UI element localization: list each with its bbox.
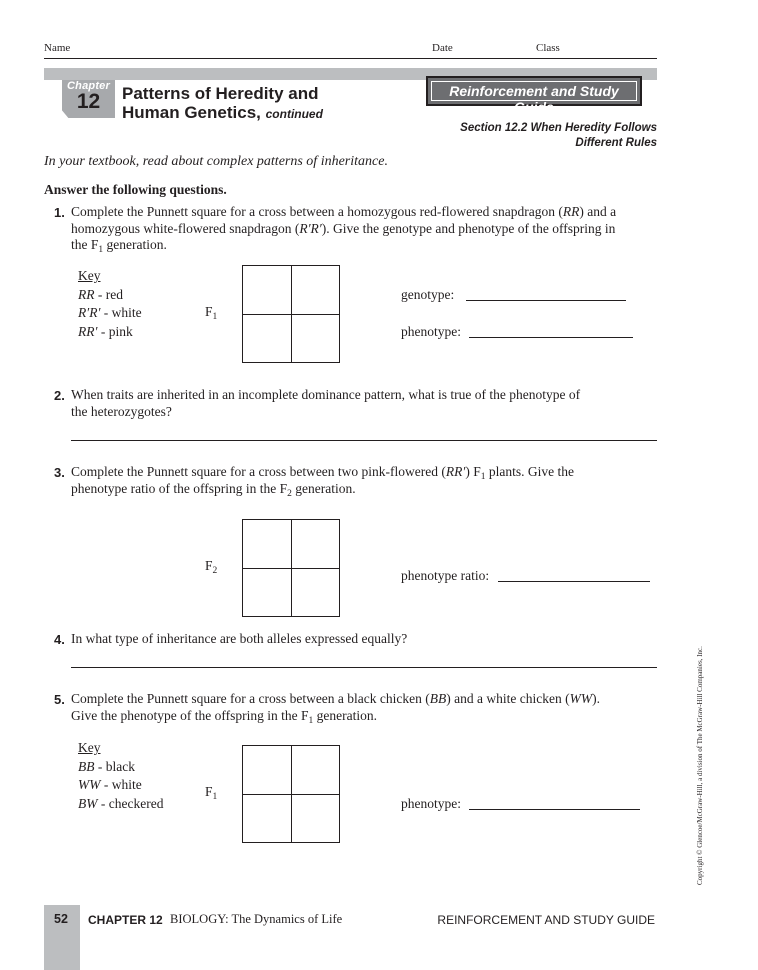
q5-generation-label: $F_1$ (205, 784, 218, 802)
q5-punnett-square[interactable] (242, 745, 340, 843)
q3-number: 3. (54, 465, 65, 480)
q2-line-1: When traits are inherited in an incomplete dominance pattern, what is true of the phenotype of (71, 387, 581, 402)
q1-line-1: Complete the Punnett square for a cross between a homozygous red-flowered snapdragon (RR) and a (71, 204, 617, 219)
intro-text: In your textbook, read about complex patterns of inheritance. (44, 154, 388, 169)
q1-punnett-square[interactable] (242, 265, 340, 363)
q5-key-item: WW - white (78, 777, 142, 792)
q2-number: 2. (54, 388, 65, 403)
footer-chapter: CHAPTER 12 (88, 913, 163, 927)
page-number: 52 (54, 912, 68, 926)
q1-key-item: R′R′ - white (78, 305, 142, 320)
q5-line-1: Complete the Punnett square for a cross between a black chicken (BB) and a white chicken (WW). (71, 691, 600, 706)
q1-key-title: Key (78, 268, 101, 283)
q3-line-1: Complete the Punnett square for a cross between two pink-flowered (RR′) $F_1$ plants. Give the (71, 464, 574, 482)
q3-generation-label: $F_2$ (205, 558, 218, 576)
q1-phenotype-label: phenotype: (401, 324, 461, 339)
q1-line-2: homozygous white-flowered snapdragon (R′R′). Give the genotype and phenotype of the offspring in (71, 220, 616, 236)
q3-ratio-blank[interactable] (498, 581, 650, 582)
q2-text (71, 387, 656, 420)
q3-punnett-square[interactable] (242, 519, 340, 617)
q1-generation-label: $F_1$ (205, 304, 218, 322)
q2-answer-line[interactable] (71, 440, 657, 441)
q5-line-2: Give the phenotype of the offspring in the $F_1$ generation. (71, 707, 377, 726)
section-heading (460, 121, 657, 151)
study-guide-banner (426, 76, 642, 115)
class-label: Class (536, 42, 560, 54)
footer-book-title: BIOLOGY: The Dynamics of Life (170, 912, 343, 926)
chapter-badge-number: 12 (76, 90, 101, 113)
q5-key-title: Key (78, 740, 101, 755)
q5-key-item: BB - black (78, 758, 135, 774)
instructions-heading: Answer the following questions. (44, 182, 227, 197)
copyright-notice: Copyright © Glencoe/McGraw-Hill, a division of The McGraw-Hill Companies, Inc. (696, 646, 704, 885)
name-label: Name (44, 42, 71, 54)
q2-line-2: the heterozygotes? (71, 403, 172, 419)
q3-ratio-label: phenotype ratio: (401, 568, 490, 583)
q5-phenotype-blank[interactable] (469, 809, 640, 810)
q5-phenotype-label: phenotype: (401, 796, 461, 811)
q5-text (71, 691, 656, 724)
q1-key-item: RR - red (78, 286, 123, 302)
q1-text (71, 204, 656, 254)
section-line-1: Section 12.2 When Heredity Follows (460, 122, 657, 134)
section-line-2: Different Rules (575, 137, 657, 149)
q5-key (78, 739, 163, 813)
footer-guide-title: REINFORCEMENT AND STUDY GUIDE (437, 913, 655, 927)
q1-key-item: RR′ - pink (78, 323, 133, 339)
title-continued: continued (265, 107, 323, 121)
q3-text (71, 464, 656, 497)
q3-line-2: phenotype ratio of the offspring in the $F_2$ generation. (71, 480, 356, 499)
q1-genotype-blank[interactable] (466, 300, 626, 301)
q4-answer-line[interactable] (71, 667, 657, 668)
q1-phenotype-blank[interactable] (469, 337, 633, 338)
title-line-2: Human Genetics, continued (122, 103, 323, 122)
q5-number: 5. (54, 692, 65, 707)
header-rule (44, 58, 657, 59)
page-title (122, 84, 323, 124)
q1-key (78, 267, 142, 341)
banner-text: Reinforcement and Study Guide (449, 83, 619, 115)
q1-genotype-label: genotype: (401, 287, 455, 302)
title-line-1: Patterns of Heredity and (122, 84, 319, 103)
q1-line-3: the $F_1$ generation. (71, 237, 167, 255)
q1-number: 1. (54, 205, 65, 220)
q5-key-item: BW - checkered (78, 795, 164, 811)
chapter-badge-word: Chapter (67, 80, 110, 92)
q4-number: 4. (54, 632, 65, 647)
date-label: Date (432, 42, 453, 54)
q4-text: In what type of inheritance are both alleles expressed equally? (71, 631, 408, 646)
